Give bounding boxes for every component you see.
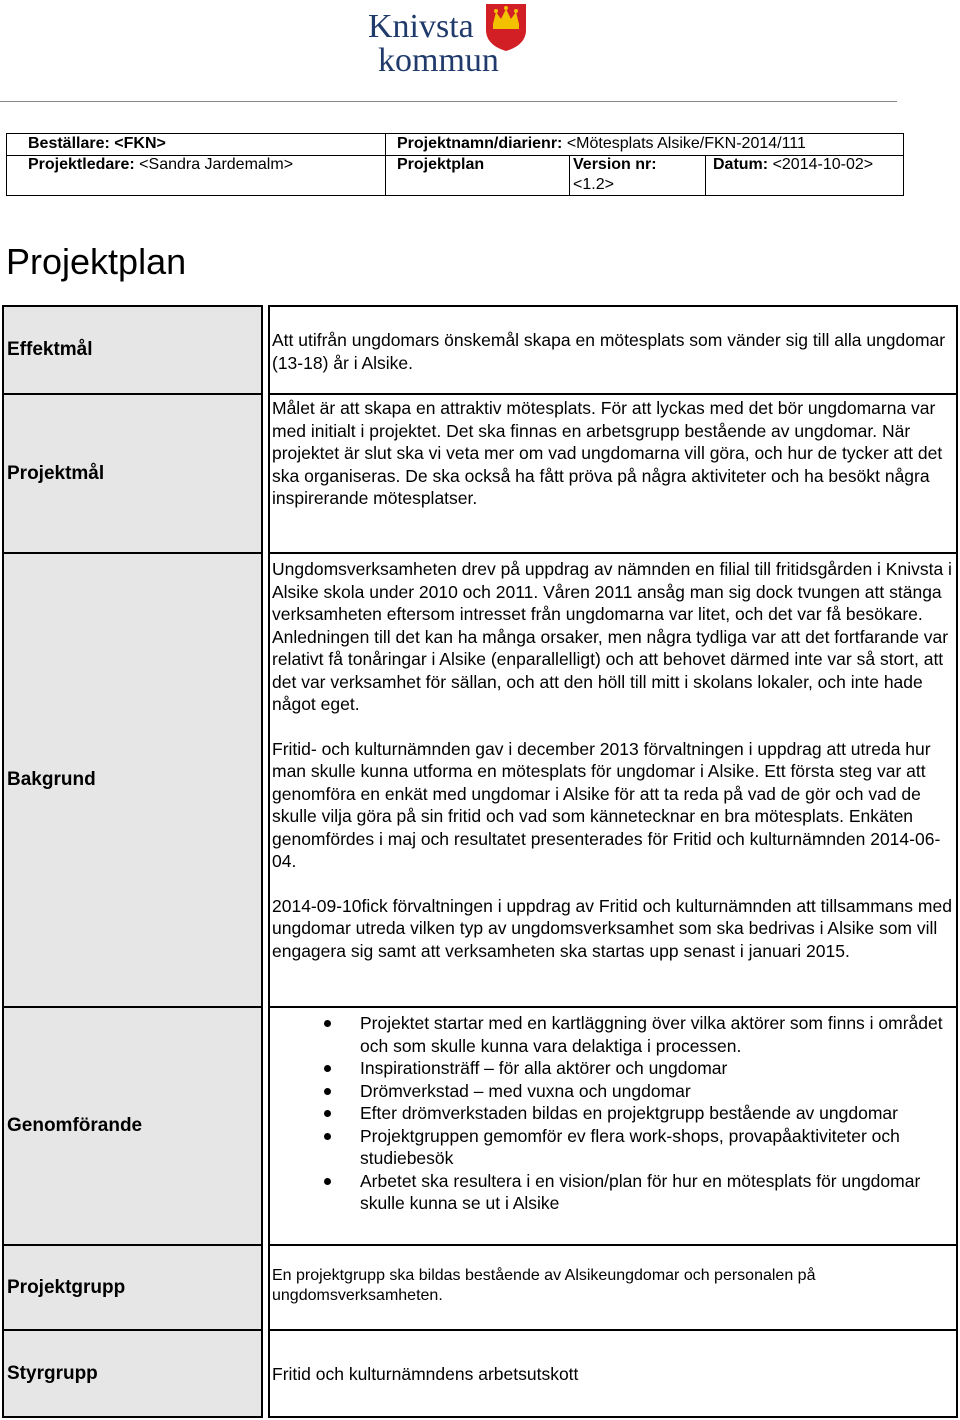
row-projektmal [2, 393, 958, 554]
datum-field [713, 155, 873, 175]
version-field [573, 155, 701, 195]
bakgrund-label: Bakgrund [2, 552, 263, 1008]
page-title: Projektplan [6, 241, 187, 283]
row-projektgrupp [2, 1244, 958, 1331]
genomforande-label: Genomförande [2, 1006, 263, 1246]
row-styrgrupp [2, 1329, 958, 1418]
doc-type-field [397, 155, 484, 175]
bullet-icon [324, 1133, 331, 1140]
effektmal-text: Att utifrån ungdomars önskemål skapa en mötesplats som vänder sig till alla ungdomar (13-18) år i Alsike. [272, 330, 946, 373]
projektnamn-field [397, 134, 806, 154]
bakgrund-paragraph-1: Ungdomsverksamheten drev på uppdrag av nämnden en filial till fritidsgården i Knivsta i Alsike skola under 2010 och 2011. Våren 2011 ansåg man sig dock tvungen att stänga verksamheten eftersom intresset från ungdomarna var litet, och det var få besökare. Anledningen till det kan ha många orsaker, men några tydliga var att det fortfarande var relativt få tonåringar i Alsike (enparallelligt) och att behovet därmed inte var så stort, att det var verksamhet för sällan, och att den höll till mitt i skolans lokaler, och inte hade något eget. [272, 559, 952, 714]
list-item: Arbetet ska resultera i en vision/plan för hur en mötesplats för ungdomar skulle kunna se ut i Alsike [272, 1170, 956, 1215]
version-label: Version nr: [573, 156, 657, 173]
row-effektmal [2, 305, 958, 395]
projektledare-label: Projektledare: [28, 156, 135, 173]
styrgrupp-value [268, 1329, 958, 1418]
header-rule [0, 101, 897, 102]
bestallare-text: Beställare: <FKN> [28, 135, 166, 152]
crown-crest-icon [484, 2, 528, 52]
project-plan-table [2, 305, 958, 1418]
knivsta-kommun-logo [366, 2, 536, 80]
bullet-icon [324, 1065, 331, 1072]
logo-line-1: Knivsta [368, 8, 474, 45]
row-genomforande [2, 1006, 958, 1246]
list-item: Projektet startar med en kartläggning över vilka aktörer som finns i området och som skulle kunna vara delaktiga i processen. [272, 1012, 956, 1057]
projektledare-field [28, 155, 293, 175]
projektmal-text: Målet är att skapa en attraktiv mötesplats. För att lyckas med det bör ungdomarna var med initialt i projektet. Det ska finnas en arbetsgrupp bestående av ungdomar. När projektet är slut ska vi veta mer om vad ungdomarna vill göra, och hur de tycker att det ska organiseras. De ska också ha fått pröva på några aktiviteter och ha besökt några inspirerande mötesplatser. [272, 398, 943, 508]
bakgrund-paragraph-3: 2014-09-10fick förvaltningen i uppdrag av Fritid och kulturnämnden att tillsammans med ungdomar utreda vilken typ av ungdomsverksamhet som ska bedrivas i Alsike som vill engagera sig samt att verksamheten ska startas upp senast i januari 2015. [272, 895, 952, 961]
styrgrupp-text: Fritid och kulturnämndens arbetsutskott [272, 1364, 579, 1384]
list-item: Efter drömverkstaden bildas en projektgrupp bestående av ungdomar [272, 1102, 956, 1125]
projektmal-label: Projektmål [2, 393, 263, 554]
bullet-icon [324, 1110, 331, 1117]
list-item: Drömverkstad – med vuxna och ungdomar [272, 1080, 956, 1103]
logo-line-2: kommun [378, 42, 499, 79]
effektmal-label: Effektmål [2, 305, 263, 395]
datum-value: <2014-10-02> [772, 156, 874, 173]
bakgrund-value [268, 552, 958, 1008]
bullet-icon [324, 1088, 331, 1095]
bestallare-field [28, 134, 166, 154]
bakgrund-paragraph-2: Fritid- och kulturnämnden gav i december 2013 förvaltningen i uppdrag att utreda hur man skulle kunna utforma en mötesplats för ungdomar i Alsike. Ett första steg var att genomföra en enkät med ungdomar i Alsike för att ta reda på vad de gör och vad de skulle vilja göra på sin fritid och vad som kännetecknar en bra mötesplats. Enkäten genomfördes i maj och resultatet presenterades för Fritid och kulturnämnden 2014-06-04. [272, 738, 941, 871]
version-value: <1.2> [573, 176, 614, 193]
datum-label: Datum: [713, 156, 769, 173]
projektledare-value: <Sandra Jardemalm> [139, 156, 294, 173]
effektmal-value [268, 305, 958, 395]
bullet-icon [324, 1178, 331, 1185]
projektnamn-value: <Mötesplats Alsike/FKN-2014/111 [566, 135, 806, 152]
list-item: Inspirationsträff – för alla aktörer och ungdomar [272, 1057, 956, 1080]
projektnamn-label: Projektnamn/diarienr: [397, 135, 563, 152]
projektgrupp-label: Projektgrupp [2, 1244, 263, 1331]
projektmal-value [268, 393, 958, 554]
row-bakgrund [2, 552, 958, 1008]
genomforande-list [272, 1012, 956, 1215]
project-header-table [6, 133, 904, 196]
projektgrupp-value [268, 1244, 958, 1331]
list-item: Projektgruppen gemomför ev flera work-shops, provapåaktiviteter och studiebesök [272, 1125, 956, 1170]
bullet-icon [324, 1020, 331, 1027]
doc-type-text: Projektplan [397, 156, 485, 173]
genomforande-value [268, 1006, 958, 1246]
projektgrupp-text: En projektgrupp ska bildas bestående av Alsikeungdomar och personalen på ungdomsverksamheten. [272, 1267, 816, 1304]
styrgrupp-label: Styrgrupp [2, 1329, 263, 1418]
